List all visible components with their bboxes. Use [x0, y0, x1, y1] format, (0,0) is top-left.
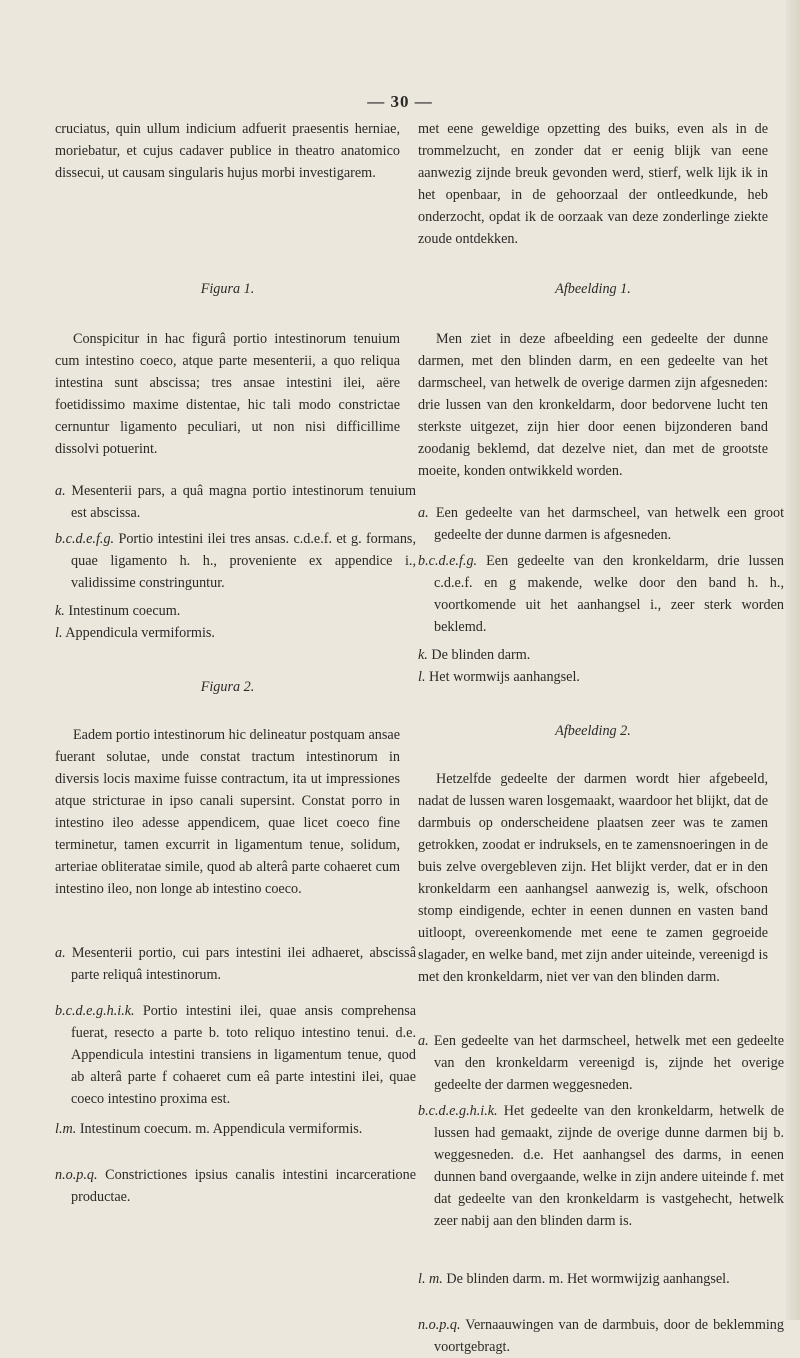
legend-text: Constrictiones ipsius canalis intestini incarceratione productae.: [71, 1167, 417, 1205]
legend-label: k.: [418, 647, 428, 663]
legend-label: k.: [55, 603, 65, 619]
legend-item: [418, 502, 784, 546]
legend-item: [55, 480, 416, 524]
legend-label: n.o.p.q.: [418, 1317, 461, 1333]
legend-label: l. m.: [418, 1271, 443, 1287]
legend-item: [418, 1030, 784, 1096]
paragraph: [55, 118, 400, 184]
legend-label: a.: [418, 505, 429, 521]
paragraph: [55, 328, 400, 460]
figure-heading: [55, 676, 400, 698]
legend-label: l.m.: [55, 1121, 77, 1137]
legend-text: Portio intestini ilei tres ansas. c.d.e.f. et g. formans, quae ligamento h. h., proveniente ex appendice i., validissime constringuntur.: [71, 531, 416, 591]
legend-text: Vernaauwingen van de darmbuis, door de beklemming voortgebragt.: [434, 1317, 784, 1355]
legend-label: l.: [55, 625, 63, 641]
legend-label: l.: [418, 669, 426, 685]
figure-heading: [418, 720, 768, 742]
legend-item: [418, 1268, 784, 1290]
page-edge-shadow: [786, 0, 800, 1320]
legend-text: Mesenterii portio, cui pars intestini ilei adhaeret, abscissâ parte reliquâ intestinorum.: [71, 945, 416, 983]
legend-item: [418, 666, 784, 688]
legend-label: b.c.d.e.g.h.i.k.: [55, 1003, 135, 1019]
paragraph-text: Conspicitur in hac figurâ portio intestinorum tenuium cum intestino coeco, atque parte mesenterii, a quo reliqua intestina sunt abscissa; tres ansae intestini ilei, aëre foetidissimo maxime distentae, hic tali modo constrictae cernuntur ligamento peculiari, ut non nisi difficillime dissolvi potuerint.: [55, 331, 400, 457]
legend-item: [55, 600, 416, 622]
paragraph: [418, 118, 768, 250]
legend-text: Portio intestini ilei, quae ansis comprehensa fuerat, resecto a parte b. toto reliquo intestino tenui. d.e. Appendicula intestini transiens in ligamentum tenue, quod ab alterâ parte f cohaeret cum eâ parte intestini ilei, quae coeco intestino proxima est.: [71, 1003, 417, 1107]
legend-text: Een gedeelte van den kronkeldarm, drie lussen c.d.e.f. en g makende, welke door den band h. h., voortkomende uit het aanhangsel i., zeer sterk worden beklemd.: [434, 553, 784, 635]
figure-title: Figura 2.: [200, 679, 255, 695]
paragraph-text: Hetzelfde gedeelte der darmen wordt hier afgebeeld, nadat de lussen waren losgemaakt, waardoor het blijkt, dat de darmbuis op onderscheidene plaatsen zeer was te zamen getrokken, zoodat er indruksels, en te zamensnoeringen in de buis zelve overgebleven zijn. Het blijkt verder, dat er in den kronkeldarm een aanhangsel aanwezig is, welk, ofschoon stomp eindigende, echter in eenen dunnen en vasten band uitloopt, overeenkomende met eene te zamen gegroeide slagader, en welke band, met zijn ander uiteinde, vereenigd is met den kronkeldarm, niet ver van den blinden darm.: [418, 771, 768, 985]
legend-text: Appendicula vermiformis.: [65, 625, 215, 641]
legend-item: [55, 1118, 416, 1140]
legend-text: De blinden darm. m. Het wormwijzig aanhangsel.: [446, 1271, 730, 1287]
legend-item: [55, 528, 416, 594]
legend-label: b.c.d.e.f.g.: [55, 531, 115, 547]
legend-text: Het wormwijs aanhangsel.: [429, 669, 580, 685]
figure-heading: [55, 278, 400, 300]
figure-title: Afbeelding 2.: [555, 723, 631, 739]
figure-title: Afbeelding 1.: [555, 281, 631, 297]
legend-text: Mesenterii pars, a quâ magna portio intestinorum tenuium est abscissa.: [71, 483, 417, 521]
legend-item: [418, 644, 784, 666]
legend-label: a.: [55, 945, 66, 961]
figure-title: Figura 1.: [200, 281, 255, 297]
legend-text: Een gedeelte van het darmscheel, hetwelk met een gedeelte van den kronkeldarm vereenigd is, zijnde het overige gedeelte der darmen weggesneden.: [433, 1033, 784, 1093]
paragraph-text: Men ziet in deze afbeelding een gedeelte der dunne darmen, met den blinden darm, en een gedeelte van het darmscheel, van hetwelk de overige darmen zijn afgesneden: drie lussen van den kronkeldarm, door bedorvene lucht ten sterkste uitgezet, zijn hier door eenen bijzonderen band zoodanig beklemd, dat dezelve niet, dan met de grootste moeite, konden ontwikkeld worden.: [418, 331, 768, 479]
legend-label: n.o.p.q.: [55, 1167, 98, 1183]
legend-item: [55, 942, 416, 986]
paragraph: [418, 328, 768, 482]
legend-item: [55, 1000, 416, 1110]
legend-item: [418, 1314, 784, 1358]
legend-label: b.c.d.e.f.g.: [418, 553, 478, 569]
legend-label: a.: [418, 1033, 429, 1049]
legend-item: [55, 622, 416, 644]
legend-text: Intestinum coecum. m. Appendicula vermiformis.: [79, 1121, 363, 1137]
legend-text: Een gedeelte van het darmscheel, van hetwelk een groot gedeelte der dunne darmen is afgesneden.: [434, 505, 785, 543]
legend-item: [55, 1164, 416, 1208]
legend-text: Het gedeelte van den kronkeldarm, hetwelk de lussen had gemaakt, zijnde de overige dunne darmen bij b. weggesneden. d.e. Het aanhangsel des darms, in eenen dunnen band overgaande, welke in zijn andere uiteinde f. met dat gedeelte van den kronkeldarm is vastgehecht, hetwelk zeer nabij aan den blinden darm is.: [434, 1103, 784, 1229]
figure-heading: [418, 278, 768, 300]
paragraph: [418, 768, 768, 988]
paragraph-text: Eadem portio intestinorum hic delineatur postquam ansae fuerant solutae, unde constat tractum intestinorum in diversis locis maxime fuisse contractum, ita ut impressiones atque stricturae in ipso canali supersint. Constat porro in intestino ileo adesse appendicem, quae licet coeco fine terminetur, tamen excurrit in ligamentum tenue, solidum, arteriae obliteratae simile, quod ab alterâ parte cohaeret cum intestino ileo, non longe ab intestino coeco.: [55, 727, 401, 897]
legend-text: De blinden darm.: [431, 647, 531, 663]
paragraph: [55, 724, 400, 900]
legend-item: [418, 1100, 784, 1232]
paragraph-text: met eene geweldige opzetting des buiks, even als in de trommelzucht, en zonder dat er eenig blijk van eene aanwezig zijnde breuk gevonden werd, stierf, welk lijk ik in het openbaar, in de gehoorzaal der ontleedkunde, heb onderzocht, opdat ik de oorzaak van deze zonderlinge ziekte zoude ontdekken.: [418, 121, 768, 247]
legend-item: [418, 550, 784, 638]
legend-label: a.: [55, 483, 66, 499]
legend-text: Intestinum coecum.: [68, 603, 181, 619]
paragraph-text: cruciatus, quin ullum indicium adfuerit praesentis herniae, moriebatur, et cujus cadaver publice in theatro anatomico dissecui, ut causam singularis hujus morbi investigarem.: [55, 121, 400, 181]
page-number: — 30 —: [367, 92, 433, 111]
legend-label: b.c.d.e.g.h.i.k.: [418, 1103, 498, 1119]
